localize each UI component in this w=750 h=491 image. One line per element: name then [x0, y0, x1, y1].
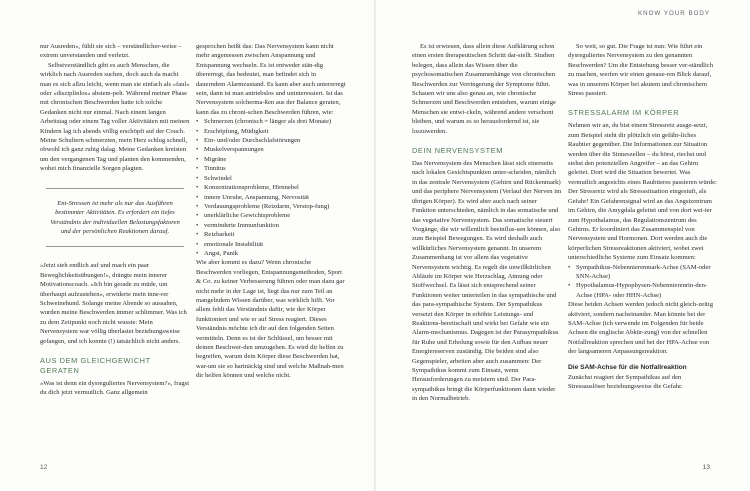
left-page-column-1	[40, 42, 190, 407]
list-item: • Muskelverspannungen	[196, 145, 346, 154]
list-item: • Reizbarkeit	[196, 230, 346, 239]
paragraph: Nehmen wir an, du bist einem Stressreiz ausge-setzt, zum Beispiel steht dir plötzlich ein gefähr-liches Raubtier gegenüber. Die Informationen zur Situation werden über die Sinneszellen – du hörst, riechst und siehst den potenziellen Angreifer – an das Gehirn geleitet. Dort wird die Situation bewertet. Was vermutlich angesichts eines Raubtieres passieren würde: Der Stressreiz wird als Stresssituation eingestuft, als Gefahr! Ein Gefahrensignal wird an das Angstzentrum im Gehirn, die Amygdala geleitet und von dort wei-ter zum Hypothalamus, das Regulationszentrum des Gehirns. Er koordiniert das Zusammenspiel von Nervensystem und Hormonen. Dort werden auch die körperlichen Stressreaktionen aktiviert, wobei zwei unterschiedliche Systeme zum Einsatz kommen:	[568, 122, 717, 262]
paragraph: Selbstverständlich gibt es auch Menschen, die wirklich nach Ausreden suchen, doch auch da macht man es sich allzu leicht, wenn man sie einfach als »faul« oder »disziplinlos« abstem-pelt. Während meiner Phase mit chronischen Beschwerden hatte ich solche Gedanken nicht nur einmal. Nach einem langen Arbeitstag oder einem Tag voller Aktivitäten mit meinen Kindern lag ich abends völlig erschöpft auf der Couch. Meine Schultern schmerzten, mein Herz schlug schnell, obwohl ich ganz ruhig dalag. Meine Gedanken kreisten um den vergangenen Tag und planten den kommenden, wobei mich finanzielle Sorgen plagten.	[40, 61, 190, 173]
left-page	[0, 0, 374, 491]
paragraph: Es ist erwiesen, dass allein diese Aufklärung schon einen ersten therapeutischen Schritt dar-stellt. Studien belegen, dass allein das Wissen über die psychosomatischen Zusammenhänge von chronischen Beschwerden zur Verringerung der Symptome führt. Schauen wir uns also genau an, wie chronische Schmerzen und Beschwerden entstehen, warum einige Menschen sie entwi-ckeln, während andere verschont bleiben, und warum es so herausfordernd ist, sie loszuwerden.	[412, 43, 556, 135]
list-item: • Ein- und/oder Durchschlafstörungen	[196, 136, 346, 145]
left-page-column-2	[196, 42, 346, 390]
section-heading: STRESSALARM IM KÖRPER	[568, 108, 680, 118]
list-item: • Sympathikus-Nebennierenmark-Achse (SAM-oder SNN-Achse)	[568, 263, 718, 282]
list-item: • Konzentrationsprobleme, Hirnnebel	[196, 183, 346, 192]
sub-heading: Die SAM-Achse für die Notfallreaktion	[568, 363, 687, 371]
right-page	[376, 0, 750, 491]
list-item: • Schwindel	[196, 174, 346, 183]
right-page-column-2	[568, 42, 718, 401]
page-number: 13	[702, 464, 710, 471]
right-page-column-1	[412, 42, 562, 413]
paragraph: »Was ist denn ein dysreguliertes Nervensystem?«, fragst du dich jetzt vermutlich. Ganz allgemein	[40, 379, 190, 397]
list-item: • Tinnitus	[196, 164, 346, 173]
list-item: • emotionale Instabilität	[196, 240, 346, 249]
list-item: • Verdauungsprobleme (Reizdarm, Verstop-fung)	[196, 202, 346, 211]
section-heading: AUS DEM GLEICHGEWICHT GERATEN	[40, 355, 151, 375]
paragraph: So weit, so gut. Die Frage ist nun: Wie führt ein dysreguliertes Nervensystem zu den genannten Beschwerden? Um die Entstehung besser ver-ständlich zu machen, werfen wir einen genaue-ren Blick darauf, was in unserem Körper bei akutem und chronischem Stress passiert.	[568, 43, 714, 98]
paragraph: Zunächst reagiert der Sympathikus auf den Stressauslöser beziehungsweise die Gefahr.	[568, 374, 683, 391]
paragraph: Wie aber kommt es dazu? Wenn chronische Beschwerden vorliegen, Entspannungsmethoden, Sport & Co. zu keiner Verbesserung führen oder man dazu gar nicht mehr in der Lage ist, liegt das nur zum Teil an mangelndem Wissen darüber, was wirklich hilft. Vor allem fehlt das Verständnis dafür, wie der Körper funktioniert und wie er auf Stress reagiert. Dieses Verständnis möchte ich dir auf den folgenden Seiten vermitteln. Denn es ist der Schlüssel, um besser mit deinen Beschwer-den umzugehen. Es wird dir helfen zu begreifen, warum dein Körper diese Beschwerden hat, war-um sie so hartnäckig sind und welche Maßnah-men dir helfen können und welche nicht.	[196, 259, 345, 380]
pull-quote: Ent-Stressen ist mehr als nur das Ausführen bestimmter Aktivitäten. Es erfordert ein tiefes Verständnis der individuellen Belastungsfaktoren und der persönlichen Reaktionen darauf.	[46, 188, 184, 248]
section-heading: DEIN NERVENSYSTEM	[412, 146, 503, 156]
list-item: • verminderte Immunfunktion	[196, 221, 346, 230]
axis-list	[568, 263, 718, 301]
paragraph: gesprochen heißt das: Das Nervensystem kann nicht mehr angemessen zwischen Anspannung und Entspannung wechseln. Es ist entweder stän-dig übererregt, das bedeutet, man befindet sich in dauerndem Alarmzustand. Es kann aber auch untererregt sein, dann ist man antriebslos und uninteressiert. Ist das Nervensystem solcherma-ßen aus der Balance geraten, kann das zu chroni-schen Beschwerden führen, wie:	[196, 43, 346, 116]
page-number: 12	[40, 464, 48, 471]
list-item: • Schmerzen (chronisch = länger als drei Monate)	[196, 117, 346, 126]
paragraph: Diese beiden Achsen werden jedoch nicht gleich-zeitig aktiviert, sondern nacheinander. Man könnte bei der SAM-Achse (ich verwende im Folgenden für beide Achsen die englische Abkür-zung) von der schnellen Notfallreaktion sprechen und bei der HPA-Achse von der langsameren Anpassungsreaktion.	[568, 301, 714, 356]
running-header: KNOW YOUR BODY	[638, 10, 710, 17]
paragraph: Das Nervensystem des Menschen lässt sich einerseits nach lokalen Gesichtspunkten unter-scheiden, nämlich in das zentrale Nervensystem (Gehirn und Rückenmark) und das periphere Nervensystem (Verlauf der Nerven im übrigen Körper). Es wird aber auch nach seiner Funktion unterschieden, nämlich in das somatische und das vegetative Nervensystem. Das somatische steuert Vorgänge, die wir willentlich beeinflus-sen können, also zum Beispiel Bewegungen. Es wird deshalb auch willkürliches Nervensystem genannt. In unserem Zusammenhang ist vor allem das vegetative Nervensystem wichtig. Es regelt die unwillkürlichen Abläufe im Körper wie Herzschlag, Atmung oder Stoffwechsel. Es lässt sich entsprechend seiner Funktionen weiter unterteilen in das sympathische und das para-sympathische System. Der Sympathikus versetzt den Körper in erhöhte Leistungs- und Reaktions-bereitschaft und wirkt bei Gefahr wie ein Alarm-mechanismus. Dagegen ist der Parasympathikus für Ruhe und Erholung sowie für den Aufbau neuer Energiereserven zuständig. Die beiden sind also Gegenspieler, arbeiten aber auch zusammen: Der Sympathikus kommt zum Einsatz, wenn Herausforderungen zu meistern sind. Der Para-sympathikus bringt die Körperfunktionen dann wieder in den Normalbetrieb.	[412, 160, 562, 403]
paragraph: nur Ausreden«, fühlt sie sich – verständlicher-weise – extrem unverstanden und verletzt.	[40, 43, 182, 60]
list-item: • innere Unruhe, Anspannung, Nervosität	[196, 193, 346, 202]
symptom-list	[196, 117, 346, 258]
list-item: • unerklärliche Gewichtsprobleme	[196, 211, 346, 220]
list-item: • Erschöpfung, Müdigkeit	[196, 127, 346, 136]
paragraph: »Jetzt steh endlich auf und mach ein paar Beweglichkeitsübungen!«, drängte mein innerer Motivationscoach. »Ich bin gerade zu müde, um überhaupt aufzustehen«, erwiderte mein inne-rer Schweinehund. Solange meine Abende so aussahen, wurden meine Beschwerden immer schlimmer. Was ich zu dem Zeitpunkt noch nicht wusste: Mein Nervensystem war völlig überlastet beziehungsweise gefangen, und ich konnte (!) tatsächlich nicht anders.	[40, 262, 187, 345]
list-item: • Angst, Panik	[196, 249, 346, 258]
list-item: • Hypothalamus-Hypophysen-Nebennierenrin-den-Achse (HPA- oder HHN-Achse)	[568, 281, 718, 300]
list-item: • Migräne	[196, 155, 346, 164]
